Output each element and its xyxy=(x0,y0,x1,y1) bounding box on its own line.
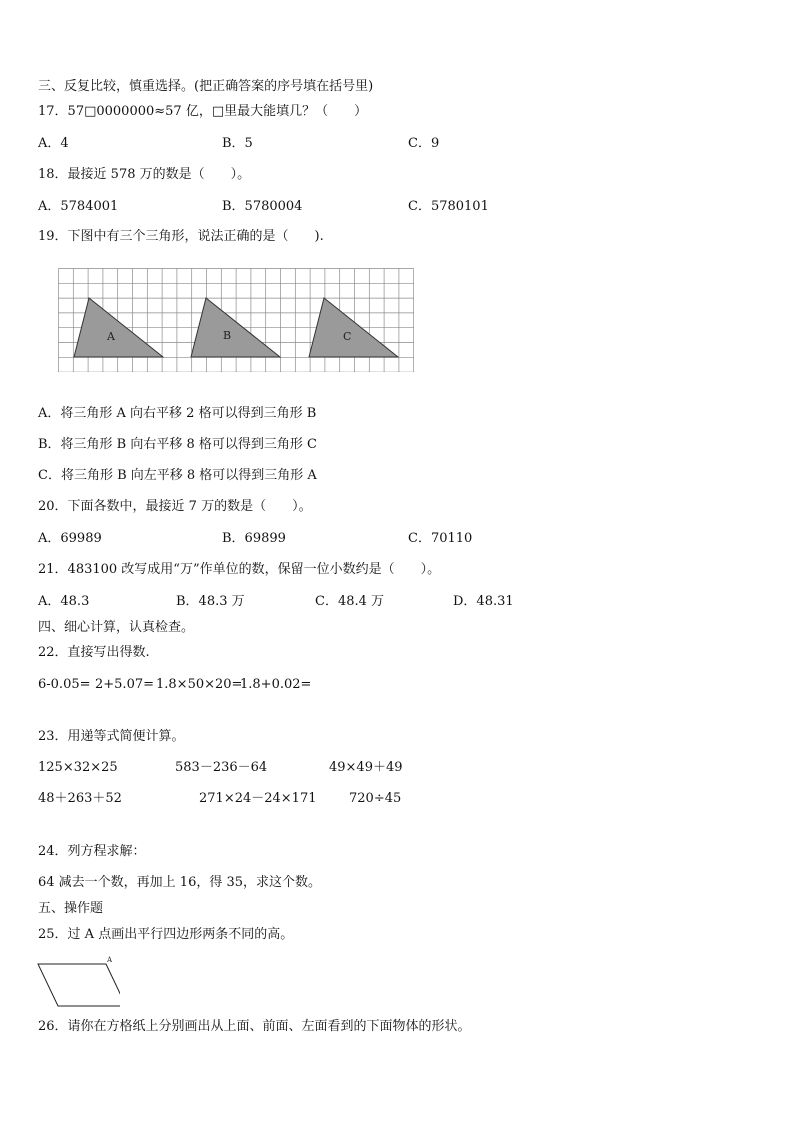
question-19-stem: 19．下图中有三个三角形，说法正确的是（ ). xyxy=(38,229,324,244)
q23-row2-item-1: 48＋263＋52 xyxy=(38,791,122,806)
point-a-label: A xyxy=(107,956,113,964)
q20-option-c: C．70110 xyxy=(408,531,473,546)
q23-row1-item-2: 583－236－64 xyxy=(175,760,268,775)
question-23-stem: 23．用递等式简便计算。 xyxy=(38,729,185,744)
q23-row1-item-1: 125×32×25 xyxy=(38,760,118,775)
q22-item-2: 2+5.07= xyxy=(95,677,155,692)
question-21-stem: 21．483100 改写成用“万”作单位的数，保留一位小数约是（ ）。 xyxy=(38,562,441,577)
q18-option-b: B．5780004 xyxy=(222,199,303,214)
section-4-heading: 四、细心计算，认真检查。 xyxy=(38,620,195,635)
parallelogram xyxy=(38,964,120,1006)
q23-row2-item-2: 271×24－24×171 xyxy=(199,791,317,806)
q22-item-3: 1.8×50×20= xyxy=(156,677,243,692)
question-24-text: 64 减去一个数，再加上 16，得 35，求这个数。 xyxy=(38,875,322,890)
q23-row1-item-3: 49×49＋49 xyxy=(329,760,403,775)
section-5-heading: 五、操作题 xyxy=(38,901,104,916)
triangle-b-label: B xyxy=(223,329,232,342)
q17-option-a: A．4 xyxy=(38,136,69,151)
question-18-stem: 18．最接近 578 万的数是（ ）。 xyxy=(38,167,251,182)
q23-row2-item-3: 720÷45 xyxy=(349,791,402,806)
question-20-stem: 20．下面各数中，最接近 7 万的数是（ ）。 xyxy=(38,499,312,514)
question-22-stem: 22．直接写出得数. xyxy=(38,645,150,660)
q19-option-b: B．将三角形 B 向右平移 8 格可以得到三角形 C xyxy=(38,437,317,452)
q22-item-4: 1.8+0.02= xyxy=(240,677,312,692)
question-17-stem: 17．57□0000000≈57 亿，□里最大能填几？（ ） xyxy=(38,104,368,119)
q21-option-d: D．48.31 xyxy=(453,594,514,609)
q20-option-a: A．69989 xyxy=(38,531,102,546)
q17-option-c: C．9 xyxy=(408,136,440,151)
q21-option-a: A．48.3 xyxy=(38,594,90,609)
q20-option-b: B．69899 xyxy=(222,531,286,546)
triangle-grid-figure xyxy=(58,268,414,376)
q18-option-c: C．5780101 xyxy=(408,199,489,214)
parallelogram-figure xyxy=(36,954,120,1012)
q21-option-c: C．48.4 万 xyxy=(315,594,385,609)
q19-option-c: C．将三角形 B 向左平移 8 格可以得到三角形 A xyxy=(38,468,317,483)
q22-item-1: 6-0.05= xyxy=(38,677,91,692)
question-24-stem: 24．列方程求解： xyxy=(38,844,146,859)
q18-option-a: A．5784001 xyxy=(38,199,119,214)
triangle-a-label: A xyxy=(107,330,115,343)
triangle-c-label: C xyxy=(343,330,352,343)
q19-option-a: A．将三角形 A 向右平移 2 格可以得到三角形 B xyxy=(38,406,317,421)
question-26-stem: 26．请你在方格纸上分别画出从上面、前面、左面看到的下面物体的形状。 xyxy=(38,1019,471,1034)
q21-option-b: B．48.3 万 xyxy=(176,594,245,609)
section-3-heading: 三、反复比较，慎重选择。(把正确答案的序号填在括号里) xyxy=(38,79,374,94)
question-25-stem: 25．过 A 点画出平行四边形两条不同的高。 xyxy=(38,927,294,942)
q17-option-b: B．5 xyxy=(222,136,253,151)
